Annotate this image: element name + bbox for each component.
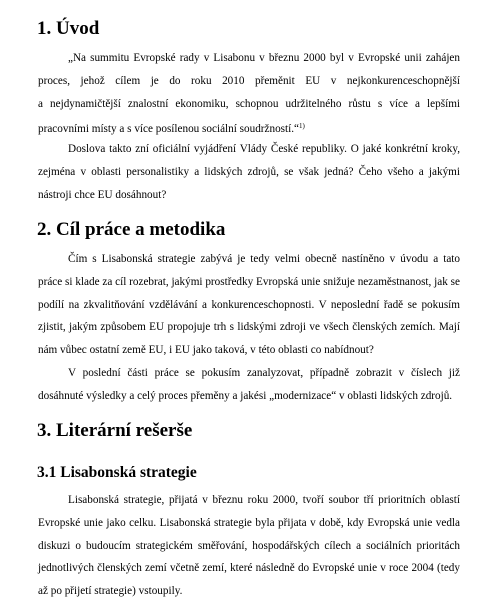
paragraph-line: V poslední části práce se pokusím zanalyzovat, případně zobrazit v číslech již	[68, 367, 460, 379]
heading-intro: 1. Úvod	[37, 18, 100, 39]
paragraph-line: Lisabonská strategie, přijatá v březnu roku 2000, tvoří soubor tří prioritních oblastí	[68, 494, 460, 506]
intro-paragraph-2	[38, 138, 460, 206]
paragraph-line: zejména v oblasti personalistiky a lidských zdrojů, se však jedná? Čeho všeho a jakými	[38, 165, 460, 178]
paragraph-line: Doslova takto zní oficiální vyjádření Vlády České republiky. O jaké konkrétní kroky,	[68, 143, 460, 155]
paragraph-line: zjistit, jakým způsobem EU propojuje trh s lidskými zdroji ve všech členských zemích. Mají	[38, 321, 460, 334]
paragraph-line: jednotlivých členských zemí včetně zemí, které následně do Evropské unie v roce 2004 (tedy	[38, 562, 460, 575]
heading-goal-methodology: 2. Cíl práce a metodika	[37, 219, 226, 240]
paragraph-line: podílí na zkvalitňování vzdělávání a konkurenceschopnosti. V neposlední řadě se pokusím	[38, 298, 460, 311]
paragraph-line: proces, jehož cílem je do roku 2010 přeměnit EU v nejkonkurenceschopnější	[38, 74, 460, 87]
goal-paragraph-2	[38, 362, 460, 408]
paragraph-line: až po přijetí strategie) vstoupily.	[38, 585, 183, 598]
paragraph-line	[38, 115, 460, 138]
paragraph-line-text: pracovními místy a s více posílenou sociální soudržností.“	[38, 123, 299, 136]
paragraph-line: diskuzi o budoucím strategickém směřování, hospodářských cílech a sociálních prioritách	[38, 539, 460, 552]
paragraph-line: Evropské unie jako celku. Lisabonská strategie byla přijata v době, kdy Evropská unie vedla	[38, 516, 460, 529]
subheading-lisbon-strategy: 3.1 Lisabonská strategie	[37, 464, 197, 481]
paragraph-line: nám vůbec ostatní země EU, i EU jako taková, v této oblasti co nabídnout?	[38, 344, 374, 357]
paragraph-line: dosáhnuté výsledky a celý proces přeměny a jakési „modernizace“ v oblasti lidských zdrojů.	[38, 389, 453, 402]
paragraph-line: práce si klade za cíl rozebrat, jakými prostředky Evropská unie snižuje nezaměstnanost, jak se	[38, 275, 460, 288]
footnote-ref: 1)	[299, 122, 305, 131]
intro-paragraph-1	[38, 47, 460, 138]
paragraph-line: Čím s Lisabonská strategie zabývá je tedy velmi obecně nastíněno v úvodu a tato	[68, 253, 460, 265]
literature-paragraph-1	[38, 489, 460, 603]
goal-paragraph-1	[38, 248, 460, 362]
paragraph-line: nástroji chce EU dosáhnout?	[38, 188, 167, 201]
paragraph-line: a nejdynamičtější znalostní ekonomiku, schopnou udržitelného růstu s více a lepšími	[38, 97, 460, 110]
heading-literature-review: 3. Literární rešerše	[37, 420, 193, 441]
paragraph-line: „Na summitu Evropské rady v Lisabonu v březnu 2000 byl v Evropské unii zahájen	[68, 52, 460, 64]
